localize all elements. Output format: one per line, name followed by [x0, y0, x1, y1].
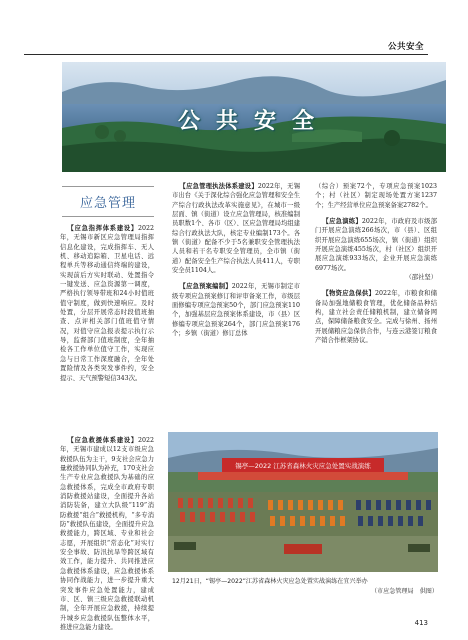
- photo-caption: [172, 577, 440, 597]
- running-head: [0, 0, 468, 56]
- paragraph-text: （综合）预案72个，专项应急预案1023个；村（社区）制定现场处置方案1237个；生产经营单位应急预案备案2782个。: [315, 183, 437, 209]
- paragraph-text: 2022年，市政府及市级部门开展应急演练266场次，市（县）、区组织开展应急演练655场次，镇（街道）组织开展应急演练455场次，村（社区）组织开展应急演练933场次，企业开展应急演练6977场次。: [315, 218, 438, 272]
- paragraph: [315, 217, 437, 273]
- paragraph: [172, 282, 300, 338]
- photo-figure: [168, 432, 438, 572]
- section-header: [62, 186, 154, 217]
- paragraph-heading: 【应急演练】: [322, 218, 362, 226]
- paragraph-heading: 【应急管理执法体系建设】: [179, 183, 258, 190]
- paragraph: [60, 436, 154, 632]
- text-column-2: [172, 182, 300, 339]
- paragraph-text: 2022年，无锡市出台《关于深化综合强化应急管理和安全生产综合行政执法改革实施意见》，在城市一级层面、镇（街道）设立应急管理局，核准编制员职数1个、各市（区）、区应急管理局均组建综合行政执法大队，核定专业编制173个。各镇（街道）配备不少于5名兼职安全管理执法人员和若干名专职安全管理员，全市镇（街道）配备安全生产综合执法人员411人，专职安全员1104人。: [172, 183, 301, 275]
- running-title: 公共安全: [387, 42, 424, 52]
- text-column-1: [60, 224, 154, 383]
- paragraph-heading: 【应急预案编制】: [179, 283, 232, 291]
- text-column-3: [315, 182, 437, 346]
- paragraph-heading: 【应急指挥体系建设】: [67, 225, 138, 232]
- paragraph: [60, 224, 154, 383]
- paragraph-text: 2022年，无锡市制定市级专项应急预案修订和评审备案工作，市级层面修编专项应急预案50个，部门应急预案110个，加强基层应急预案体系建设，市（县）区修编专项应急预案264个，部门应急预案176个；乡镇（街道）修订总体: [172, 283, 301, 338]
- event-photo: [168, 432, 438, 572]
- hero-banner: [62, 62, 446, 172]
- paragraph-heading: 【应急救援体系建设】: [67, 437, 138, 444]
- paragraph-text: 2022年，无锡市新区应急管理局指挥信息化建设，完成指挥车、无人机、移动追踪箱、卫星电话、远程单兵等移动通信终端的建设，实现前后方实时联动、处置指令一键发送、应急资源第一调度，严格执行领导带班和24小时值班值守制度，做到快速响应。及时处置，分层开展常态时段值班抽查、点评相关部门值班值守情况，对值守应急报表提示执行示导，监督部门值班制度，全年抽检各工作单位值守工作，实现应急与日常工作深度融合，全年处置险情及各类突发事件约，安全提示、天气预警短信343次。: [60, 225, 154, 382]
- paragraph-text: 2022年，市粮食和储备局加强地储粮食管理，优化储备品种结构，建立社会责任储粮机制，建立储备网点，保障储备粮食安全。完成与徐州、扬州开展储粮应急保供合作，与连云港签订粮食产销合作框架协议。: [315, 290, 438, 345]
- caption-credit: （市应急管理局 供图）: [370, 588, 438, 595]
- paragraph: [315, 289, 437, 345]
- paragraph-heading: 【物资应急保供】: [322, 290, 376, 298]
- paragraph: [315, 182, 437, 210]
- author-credit: （邵社坚）: [405, 274, 437, 282]
- page-number: 413: [414, 619, 428, 627]
- header-rule: [24, 54, 428, 55]
- text-column-4: [60, 436, 154, 632]
- paragraph: [172, 182, 300, 275]
- paragraph-text: 2022年，无锡市建成以12支市级应急救援队伍为主干，9支社会应急力量救援协同队为补充，170支社会生产专业应急救援队为基础的应急救援体系，完成全市政府专职消防救援站建设，全面提升各站消防装备，建立大队级“119”消防救援“组合”救援机构，“多专消防”救援队伍建设，全面提升应急救援能力，跨区域、专业和社会志愿，开展组织“常态化”对实行安全事故、防汛抗旱等跨区域有效工作，能力提升、共同推进应急救援体系建设，应急救援体系协同作战能力，进一步提升重大突发事件应急处置能力，建成市、区、镇三级应急救援联动机制，全年开展应急救援，持续提升城乡应急救援队伍整体水平，推进应急能力建设。: [60, 437, 154, 631]
- caption-line: 12月21日，“锡亭—2022”江苏省森林火灾应急处置实战演练在宜兴举办: [172, 578, 368, 585]
- svg-text:锡亭—2022 江苏省森林火灾应急处置实战演练: 锡亭—2022 江苏省森林火灾应急处置实战演练: [235, 462, 371, 470]
- hero-title: 公共安全: [177, 108, 330, 134]
- section-title: 应急管理: [79, 196, 136, 211]
